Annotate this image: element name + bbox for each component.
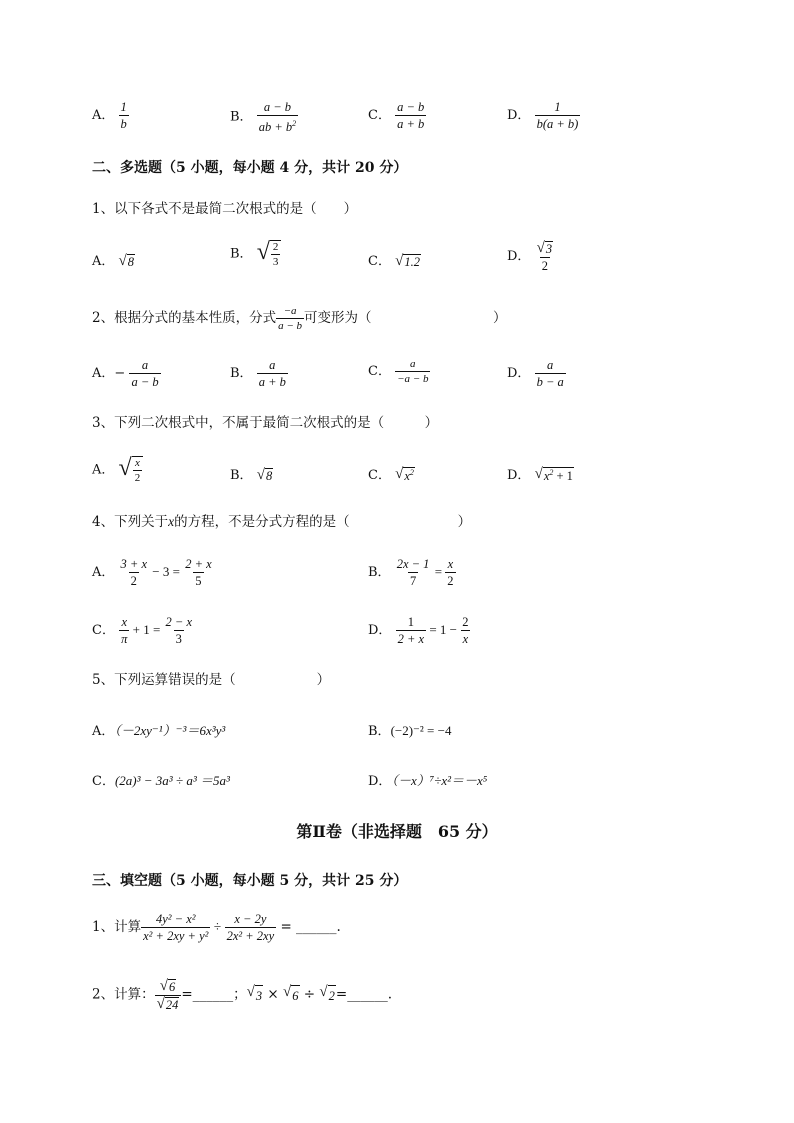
radicand bbox=[403, 467, 415, 484]
sqrt bbox=[283, 985, 299, 1006]
numerator: 2 + x bbox=[185, 557, 212, 571]
option-label: B． bbox=[230, 366, 253, 381]
denominator: x² + 2xy + y² bbox=[143, 929, 209, 943]
q3-option-d bbox=[507, 464, 574, 484]
q3-option-c bbox=[368, 464, 415, 484]
denominator: π bbox=[121, 632, 128, 646]
numerator: x bbox=[447, 557, 454, 571]
denominator: −a − b bbox=[397, 373, 429, 385]
numerator bbox=[535, 240, 555, 257]
denominator: 3 bbox=[175, 632, 182, 646]
numerator: a bbox=[141, 358, 149, 372]
question-text: 2、根据分式的基本性质，分式 bbox=[92, 310, 277, 326]
question-text: 的方程，不是分式方程的是（ ） bbox=[174, 514, 472, 530]
option-label: D． bbox=[507, 108, 531, 123]
q3-option-a bbox=[92, 456, 143, 484]
radicand: 3 bbox=[255, 985, 263, 1006]
fraction bbox=[119, 100, 129, 131]
q1-option-d bbox=[507, 240, 555, 273]
question-text: 2、计算： bbox=[92, 986, 155, 1003]
denominator: x bbox=[462, 632, 469, 646]
sqrt bbox=[257, 240, 282, 268]
question-4 bbox=[92, 512, 471, 532]
expression: (−2)⁻² = −4 bbox=[390, 723, 452, 738]
denominator: 2 bbox=[447, 574, 454, 588]
denominator: 3 bbox=[272, 256, 279, 268]
option-label: D． bbox=[507, 248, 531, 264]
numerator: 2x − 1 bbox=[396, 557, 430, 571]
option-label: B． bbox=[230, 468, 253, 483]
option-label: A． bbox=[92, 108, 115, 123]
operator: ÷ bbox=[210, 919, 225, 934]
radicand bbox=[132, 456, 144, 484]
numerator: 4y² − x² bbox=[155, 912, 196, 926]
denominator: a − b bbox=[278, 320, 303, 332]
sqrt bbox=[247, 985, 263, 1006]
denominator: 2 + x bbox=[397, 632, 425, 646]
radical-icon: √ bbox=[246, 983, 255, 1000]
fraction bbox=[183, 557, 213, 588]
denominator: a − b bbox=[131, 375, 159, 389]
option-label: A． bbox=[92, 462, 115, 478]
option-label: A． bbox=[92, 724, 115, 739]
fraction bbox=[141, 912, 210, 943]
question-text: 4、下列关于 bbox=[92, 514, 169, 530]
fraction bbox=[155, 978, 182, 1012]
numerator: 1 bbox=[120, 100, 127, 114]
radical-icon: √ bbox=[319, 983, 328, 1000]
option-label: B． bbox=[368, 565, 391, 580]
fraction bbox=[257, 358, 288, 389]
question-1: 1、以下各式不是最简二次根式的是（ ） bbox=[92, 201, 358, 217]
radicand: 6 bbox=[291, 985, 299, 1006]
radical-icon: √ bbox=[118, 455, 132, 481]
q4-option-c bbox=[92, 615, 194, 646]
radicand: 8 bbox=[127, 254, 135, 269]
section-3-title: 三、填空题（5 小题，每小题 5 分，共计 25 分） bbox=[92, 873, 408, 889]
operator: + 1 = bbox=[129, 622, 164, 637]
option-label: A． bbox=[92, 366, 115, 381]
operator: − 3 = bbox=[149, 564, 184, 579]
operator: = 1 − bbox=[426, 622, 461, 637]
sqrt bbox=[535, 467, 574, 484]
part-2-title: 第Ⅱ卷（非选择题 65 分） bbox=[296, 822, 498, 841]
numerator: a bbox=[547, 358, 554, 372]
numerator bbox=[158, 978, 178, 995]
option-label: C． bbox=[92, 774, 115, 789]
fraction bbox=[133, 457, 143, 484]
sqrt bbox=[119, 456, 144, 484]
top-option-b bbox=[230, 100, 298, 134]
q4-option-b bbox=[368, 557, 456, 588]
operator: ÷ bbox=[299, 986, 320, 1003]
radical-icon: √ bbox=[283, 983, 292, 1000]
denominator: 7 bbox=[409, 574, 417, 588]
denominator bbox=[257, 115, 298, 134]
q2-option-c bbox=[368, 358, 430, 385]
numerator: x bbox=[121, 615, 127, 629]
question-5: 5、下列运算错误的是（ ） bbox=[92, 672, 331, 688]
numerator: −a bbox=[283, 305, 297, 317]
answer-blank: =______. bbox=[335, 986, 393, 1003]
q1-option-a bbox=[92, 250, 135, 270]
denominator: 5 bbox=[195, 574, 202, 588]
numerator: x − 2y bbox=[234, 912, 267, 926]
radicand: 24 bbox=[165, 998, 179, 1013]
numerator: 2 bbox=[272, 241, 279, 253]
q5-option-c bbox=[92, 770, 230, 789]
numerator: 1 bbox=[407, 615, 414, 629]
answer-blank: =______； bbox=[181, 986, 247, 1003]
q2-option-d bbox=[507, 358, 566, 389]
expression: （－x）⁷÷x²＝－x⁵ bbox=[391, 773, 488, 788]
addend: + 1 bbox=[553, 469, 573, 484]
radical-icon: √ bbox=[256, 239, 270, 265]
expression: （－2xy⁻¹）⁻³＝6x³y³ bbox=[114, 723, 226, 738]
top-option-d bbox=[507, 100, 580, 131]
numerator: 2 − x bbox=[165, 615, 193, 629]
option-label: A． bbox=[92, 565, 115, 580]
top-option-c bbox=[368, 100, 426, 131]
sqrt bbox=[160, 979, 176, 994]
sqrt bbox=[395, 467, 415, 484]
variable: x bbox=[168, 514, 175, 529]
top-option-a bbox=[92, 100, 129, 131]
question-text: 1、计算 bbox=[92, 919, 142, 935]
fraction bbox=[271, 241, 281, 268]
fraction bbox=[395, 557, 432, 588]
fraction bbox=[276, 305, 304, 332]
fraction bbox=[396, 615, 426, 646]
q1-option-c bbox=[368, 250, 421, 270]
q4-option-a bbox=[92, 557, 214, 588]
q4-option-d bbox=[368, 615, 470, 646]
question-text: 可变形为（ ） bbox=[304, 310, 507, 326]
fraction bbox=[535, 100, 581, 131]
section-2-title: 二、多选题（5 小题，每小题 4 分，共计 20 分） bbox=[92, 160, 408, 176]
fill-question-1 bbox=[92, 912, 341, 943]
radical-icon: √ bbox=[395, 252, 404, 269]
numerator: a − b bbox=[263, 100, 292, 114]
numerator: a bbox=[269, 358, 276, 372]
denominator: 2x² + 2xy bbox=[226, 929, 275, 943]
operator: = bbox=[431, 564, 446, 579]
fraction bbox=[460, 615, 470, 646]
numerator: 1 bbox=[554, 100, 561, 114]
denominator: a + b bbox=[397, 117, 425, 131]
fraction bbox=[119, 615, 129, 646]
q5-option-a bbox=[92, 720, 225, 739]
radical-icon: √ bbox=[395, 465, 404, 482]
option-label: D． bbox=[507, 366, 531, 381]
option-label: A． bbox=[92, 254, 115, 269]
sqrt bbox=[395, 254, 421, 270]
exponent: 2 bbox=[549, 467, 554, 477]
option-label: C． bbox=[368, 254, 391, 269]
option-label: D． bbox=[368, 774, 392, 789]
fraction bbox=[119, 557, 149, 588]
sqrt bbox=[319, 985, 335, 1006]
base: x bbox=[543, 469, 550, 484]
question-2 bbox=[92, 305, 507, 332]
numerator: x bbox=[135, 457, 140, 469]
q2-option-b bbox=[230, 358, 288, 389]
radicand bbox=[543, 467, 574, 484]
option-label: D． bbox=[368, 623, 392, 638]
fraction bbox=[257, 100, 298, 134]
denominator: b bbox=[120, 117, 127, 131]
q2-option-a bbox=[92, 358, 161, 389]
denominator: b − a bbox=[536, 375, 564, 389]
radicand: 6 bbox=[168, 979, 176, 994]
option-label: C． bbox=[368, 468, 391, 483]
denominator: 2 bbox=[541, 258, 548, 273]
base: x bbox=[404, 469, 410, 484]
option-label: C． bbox=[368, 108, 391, 123]
radical-icon: √ bbox=[118, 252, 127, 269]
denominator: 2 bbox=[134, 472, 141, 484]
fraction bbox=[395, 100, 426, 131]
option-label: D． bbox=[507, 468, 531, 483]
radicand: 1.2 bbox=[404, 254, 420, 269]
numerator: 3 + x bbox=[120, 557, 148, 571]
sign: − bbox=[114, 366, 126, 381]
option-label: B． bbox=[230, 109, 253, 125]
q1-option-b bbox=[230, 240, 281, 268]
option-label: B． bbox=[368, 724, 391, 739]
radicand: 8 bbox=[265, 468, 273, 483]
exponent: 2 bbox=[409, 467, 414, 477]
question-3: 3、下列二次根式中，不属于最简二次根式的是（ ） bbox=[92, 415, 439, 431]
exponent: 2 bbox=[292, 119, 297, 128]
option-label: C． bbox=[368, 364, 391, 379]
radical-icon: √ bbox=[256, 466, 265, 483]
q5-option-b bbox=[368, 720, 451, 739]
operator: × bbox=[263, 986, 284, 1003]
numerator: a − b bbox=[397, 100, 425, 114]
answer-blank: = ______. bbox=[276, 919, 341, 935]
denominator: 2 bbox=[130, 574, 137, 588]
denominator: b(a + b) bbox=[536, 117, 579, 131]
fraction bbox=[395, 358, 430, 385]
fill-question-2 bbox=[92, 978, 392, 1012]
q5-option-d bbox=[368, 770, 487, 789]
radical-icon: √ bbox=[536, 239, 545, 256]
expression: (2a)³ − 3a³ ÷ a³ ＝5a³ bbox=[114, 773, 230, 788]
fraction bbox=[129, 358, 160, 389]
denominator bbox=[155, 995, 182, 1013]
fraction bbox=[225, 912, 277, 943]
option-label: B． bbox=[230, 246, 253, 262]
sqrt bbox=[119, 254, 135, 270]
radicand: 3 bbox=[545, 241, 553, 256]
fraction bbox=[535, 240, 555, 273]
radicand: 2 bbox=[328, 985, 336, 1006]
numerator: 2 bbox=[462, 615, 469, 629]
radical-icon: √ bbox=[156, 996, 165, 1013]
q3-option-b bbox=[230, 464, 273, 484]
fraction bbox=[445, 557, 455, 588]
sqrt bbox=[257, 468, 273, 484]
fraction bbox=[535, 358, 566, 389]
denominator-text: ab + b bbox=[258, 120, 293, 135]
radicand bbox=[270, 240, 282, 268]
radical-icon: √ bbox=[159, 977, 168, 994]
sqrt bbox=[537, 241, 553, 256]
denominator: a + b bbox=[258, 375, 286, 389]
sqrt bbox=[157, 997, 180, 1012]
fraction bbox=[164, 615, 194, 646]
numerator: a bbox=[410, 358, 416, 370]
radical-icon: √ bbox=[534, 465, 543, 482]
option-label: C． bbox=[92, 623, 115, 638]
